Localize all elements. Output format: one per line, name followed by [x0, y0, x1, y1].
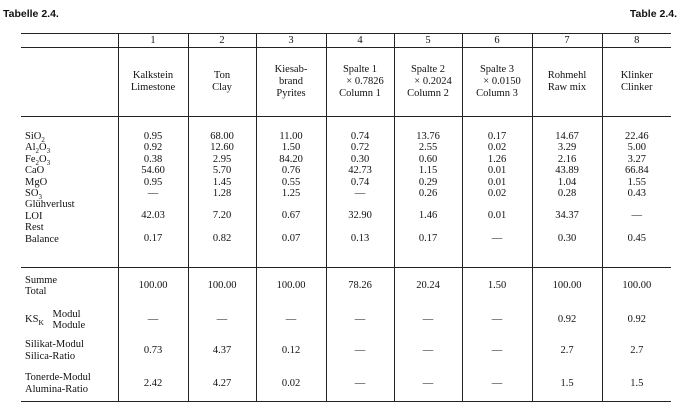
table-cell: 0.60: [418, 153, 438, 165]
row-label-sio2: SiO$_2$: [25, 131, 45, 145]
table-cell: —: [394, 366, 462, 402]
table-cell: 1.45: [212, 176, 232, 188]
table-cell: 100.00: [118, 268, 188, 305]
table-cell: 43.89: [555, 165, 579, 177]
component-values-column: [188, 117, 256, 268]
table-cell: 0.92: [602, 304, 671, 335]
row-spacer: [603, 222, 672, 233]
column-header-pyrites: [256, 48, 326, 117]
table-cell: 0.01: [487, 165, 507, 177]
table-cell: 54.60: [141, 165, 165, 177]
table-cell: 1.50: [462, 268, 532, 305]
table-cell: —: [256, 304, 326, 335]
corner-cell: [21, 34, 118, 48]
header-line: Spalte 1: [342, 64, 378, 75]
row-label-cao: CaO: [25, 165, 45, 177]
row-label-so3: $SO_3$: [25, 188, 42, 202]
row-spacer: [395, 199, 462, 210]
table-cell: 84.20: [279, 153, 303, 165]
table-cell: 0.76: [281, 165, 301, 177]
table-cell: —: [188, 304, 256, 335]
summary-row-silica-ratio: [21, 335, 671, 366]
row-label-al2o3: $Al_2O_3$: [25, 142, 51, 156]
table-cell: 0.26: [418, 188, 438, 200]
header-line: Clay: [212, 82, 232, 93]
table-cell: —: [394, 304, 462, 335]
table-cell: 68.00: [210, 131, 234, 142]
table-cell: —: [147, 188, 159, 200]
table-cell: 13.76: [416, 131, 440, 142]
table-cell: —: [462, 335, 532, 366]
summary-label-de: Summe: [25, 274, 58, 286]
table-cell: 0.12: [256, 335, 326, 366]
summary-label-en: Silica-Ratio: [25, 350, 76, 362]
table-cell: 3.27: [627, 153, 646, 165]
row-label-balance-en: Balance: [25, 233, 59, 245]
row-spacer: [463, 199, 532, 210]
column-header-limestone: [118, 48, 188, 117]
column-number: 6: [462, 34, 532, 48]
composition-table: [21, 33, 671, 402]
summary-label: [21, 335, 118, 366]
column-number-row: [21, 34, 671, 48]
summary-row-alumina-ratio: [21, 366, 671, 402]
component-values-column: [256, 117, 326, 268]
column-header-column3-scaled: [462, 48, 532, 117]
table-cell: 4.37: [188, 335, 256, 366]
header-line: Rohmehl: [547, 70, 587, 81]
table-cell: 100.00: [188, 268, 256, 305]
component-values-column: [462, 117, 532, 268]
table-cell: 1.5: [532, 366, 602, 402]
table-cell: 1.15: [418, 165, 438, 177]
header-line: Ton: [213, 70, 231, 81]
column-number: 1: [118, 34, 188, 48]
summary-row-ksk: [21, 304, 671, 335]
header-line: × 0.0150: [483, 76, 521, 87]
column-header-clay: [188, 48, 256, 117]
header-line: Raw mix: [547, 82, 587, 93]
table-caption-german: Tabelle 2.4.: [3, 8, 59, 20]
summary-label-en: Alumina-Ratio: [25, 383, 88, 395]
table-cell: 0.82: [212, 232, 232, 244]
header-line: Pyrites: [276, 88, 306, 99]
table-cell: 7.20: [212, 210, 232, 222]
table-cell: 0.28: [557, 188, 577, 200]
table-cell: 0.92: [532, 304, 602, 335]
column-number: 8: [602, 34, 671, 48]
table-cell: 4.27: [188, 366, 256, 402]
row-spacer: [257, 199, 326, 210]
table-cell: —: [326, 366, 394, 402]
table-cell: —: [118, 304, 188, 335]
header-line: Spalte 2: [410, 64, 446, 75]
table-cell: 0.95: [143, 131, 163, 142]
header-line: Spalte 3: [479, 64, 515, 75]
table-cell: 1.04: [557, 176, 577, 188]
table-cell: —: [631, 210, 642, 222]
header-line: Klinker: [620, 70, 653, 81]
table-cell: 1.28: [212, 188, 232, 200]
table-cell: 22.46: [624, 131, 649, 142]
header-line: Column 3: [476, 88, 518, 99]
row-label-fe2o3: $Fe_2O_3$: [25, 153, 51, 167]
table-cell: 66.84: [624, 165, 649, 177]
component-values-column: [602, 117, 671, 268]
table-cell: 34.37: [555, 210, 579, 222]
table-cell: 0.01: [487, 176, 507, 188]
table-cell: 0.13: [350, 232, 370, 244]
table-cell: 0.02: [487, 142, 507, 154]
header-line: brand: [279, 76, 303, 87]
row-label-mgo: MgO: [25, 176, 48, 188]
column-number: 3: [256, 34, 326, 48]
table-cell: 42.03: [141, 210, 165, 222]
header-line: × 0.7826: [346, 76, 384, 87]
table-cell: 5.70: [212, 165, 232, 177]
corner-cell: [21, 48, 118, 117]
table-cell: 100.00: [602, 268, 671, 305]
table-cell: 0.74: [350, 176, 370, 188]
row-spacer: [189, 199, 256, 210]
component-labels: [21, 117, 118, 268]
row-label-balance-de: Rest: [25, 222, 44, 234]
row-spacer: [327, 199, 394, 210]
table-cell: 0.29: [418, 176, 438, 188]
row-spacer: [257, 222, 326, 233]
column-header-column2-scaled: [394, 48, 462, 117]
summary-label: [21, 366, 118, 402]
summary-label: [21, 304, 118, 335]
header-line: Column 2: [407, 88, 449, 99]
table-cell: 0.38: [143, 153, 163, 165]
header-line: Column 1: [339, 88, 381, 99]
table-cell: 100.00: [256, 268, 326, 305]
ksk-symbol: $KS_K$: [25, 313, 44, 327]
table-cell: 0.95: [143, 176, 163, 188]
row-spacer: [395, 222, 462, 233]
row-label-loi-en: LOI: [25, 210, 43, 222]
table-cell: 14.67: [555, 131, 579, 142]
header-line: Kiesab-: [274, 64, 308, 75]
table-cell: 78.26: [326, 268, 394, 305]
table-cell: 2.7: [532, 335, 602, 366]
component-values-column: [394, 117, 462, 268]
table-cell: 1.26: [487, 153, 507, 165]
summary-row-total: [21, 268, 671, 305]
table-cell: 1.50: [281, 142, 301, 154]
table-cell: 1.25: [281, 188, 301, 200]
table-cell: 2.55: [418, 142, 438, 154]
table-cell: 32.90: [348, 210, 372, 222]
table-cell: 0.17: [487, 131, 507, 142]
table-cell: 0.72: [350, 142, 370, 154]
table-cell: 0.17: [418, 232, 438, 244]
header-line: Kalkstein: [132, 70, 174, 81]
header-line: Limestone: [130, 82, 176, 93]
table-cell: 1.55: [627, 176, 646, 188]
component-values-column: [532, 117, 602, 268]
table-cell: 20.24: [394, 268, 462, 305]
row-label-loi-de: Glühverlust: [25, 199, 75, 211]
table-cell: 0.73: [118, 335, 188, 366]
table-cell: 0.55: [281, 176, 301, 188]
table-cell: 11.00: [279, 131, 303, 142]
row-spacer: [189, 222, 256, 233]
table-cell: 0.45: [627, 232, 646, 244]
row-spacer: [327, 222, 394, 233]
summary-label-en: Total: [25, 286, 47, 297]
table-cell: 2.95: [212, 153, 232, 165]
header-line: × 0.2024: [414, 76, 452, 87]
summary-label-de: Tonerde-Modul: [25, 372, 91, 383]
summary-label-de: Silikat-Modul: [25, 339, 84, 350]
row-spacer: [533, 199, 602, 210]
table-cell: 3.29: [557, 142, 577, 154]
table-cell: 2.16: [557, 153, 577, 165]
table-cell: —: [462, 304, 532, 335]
column-header-clinker: [602, 48, 671, 117]
table-caption-english: Table 2.4.: [629, 8, 677, 20]
table-cell: 0.43: [627, 188, 646, 200]
table-cell: 1.46: [418, 210, 438, 222]
table-cell: —: [326, 335, 394, 366]
table-cell: —: [462, 366, 532, 402]
row-spacer: [533, 222, 602, 233]
summary-label: [21, 268, 118, 305]
header-line: Clinker: [621, 82, 653, 93]
table-cell: 2.42: [118, 366, 188, 402]
table-cell: —: [354, 188, 366, 200]
row-spacer: [463, 222, 532, 233]
table-cell: 0.02: [256, 366, 326, 402]
column-header-column1-scaled: [326, 48, 394, 117]
table-cell: 0.30: [350, 153, 370, 165]
table-cell: 0.01: [487, 210, 507, 222]
table-cell: 42.73: [348, 165, 372, 177]
table-cell: 0.92: [143, 142, 163, 154]
column-number: 7: [532, 34, 602, 48]
row-spacer: [119, 199, 188, 210]
table-cell: 0.17: [143, 232, 163, 244]
table-cell: —: [394, 335, 462, 366]
table-cell: 2.7: [602, 335, 671, 366]
column-number: 2: [188, 34, 256, 48]
ksk-module-label: Modul Module: [52, 308, 86, 331]
component-values-column: [118, 117, 188, 268]
table-cell: 12.60: [210, 142, 234, 154]
column-name-row: [21, 48, 671, 117]
table-cell: 5.00: [627, 142, 646, 154]
component-values-column: [326, 117, 394, 268]
row-spacer: [603, 199, 672, 210]
table-cell: 0.67: [281, 210, 301, 222]
table-cell: 0.02: [487, 188, 507, 200]
table-cell: 0.30: [557, 232, 577, 244]
column-number: 4: [326, 34, 394, 48]
table-cell: 0.74: [350, 131, 370, 142]
table-cell: —: [326, 304, 394, 335]
table-cell: 0.07: [281, 232, 301, 244]
row-spacer: [119, 222, 188, 233]
column-number: 5: [394, 34, 462, 48]
table-cell: —: [491, 232, 503, 244]
composition-block: [21, 117, 671, 268]
table-cell: 1.5: [602, 366, 671, 402]
table-cell: 100.00: [532, 268, 602, 305]
column-header-raw-mix: [532, 48, 602, 117]
